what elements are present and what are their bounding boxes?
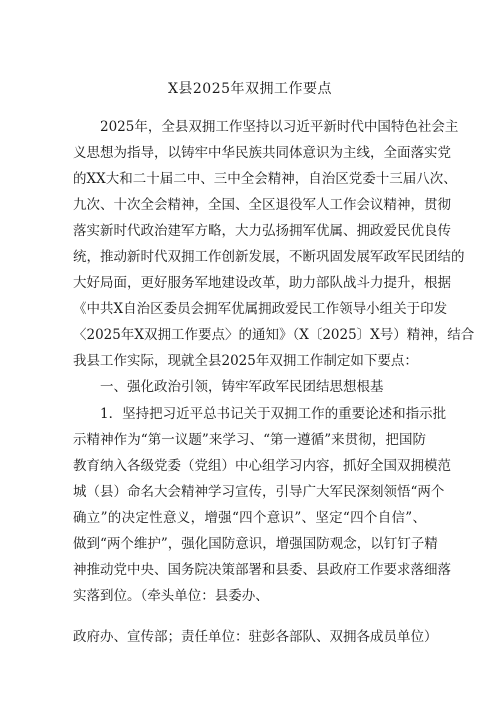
continuation-line: 政府办、宣传部；责任单位：驻彭各部队、双拥各成员单位） [73,629,438,645]
item-line: 1．坚持把习近平总书记关于双拥工作的重要论述和指示批 [100,406,447,422]
item-line: 确立”的决定性意义，增强“四个意识”、坚定“四个自信”、 [73,510,426,526]
intro-line: 2025年，全县双拥工作坚持以习近平新时代中国特色社会主 [100,119,459,135]
intro-line: 《中共X自治区委员会拥军优属拥政爱民工作领导小组关于印发 [73,301,448,317]
section-heading: 一、强化政治引领，铸牢军政军民团结思想根基 [100,379,384,395]
intro-line: 〈2025年X双拥工作要点〉的通知》（X〔2025〕X号）精神，结合 [73,327,475,343]
intro-line: 九次、十次全会精神，全国、全区退役军人工作会议精神，贯彻 [73,197,451,213]
document-title: X县2025年双拥工作要点 [167,81,333,97]
item-line: 做到“两个维护”，强化国防意识，增强国防观念，以钉钉子精 [73,536,438,552]
item-line: 神推动党中央、国务院决策部署和县委、县政府工作要求落细落 [73,562,451,578]
item-line: 城（县）命名大会精神学习宣传，引导广大军民深刻领悟“两个 [73,484,445,500]
intro-line: 我县工作实际，现就全县2025年双拥工作制定如下要点： [73,353,418,369]
item-line: 示精神作为“第一议题”来学习、“第一遵循”来贯彻，把国防 [73,432,426,448]
intro-line: 的XX大和二十届二中、三中全会精神，自治区党委十三届八次、 [73,171,457,187]
item-line: 实落到位。（牵头单位：县委办、 [73,588,269,604]
item-line: 教育纳入各级党委（党组）中心组学习内容，抓好全国双拥模范 [73,458,451,474]
intro-line: 大好局面，更好服务军地建设改革，助力部队战斗力提升，根据 [73,275,451,291]
intro-line: 义思想为指导，以铸牢中华民族共同体意识为主线，全面落实党 [73,145,451,161]
intro-line: 落实新时代政治建军方略，大力弘扬拥军优属、拥政爱民优良传 [73,223,451,239]
intro-line: 统，推动新时代双拥工作创新发展，不断巩固发展军政军民团结的 [73,249,465,265]
